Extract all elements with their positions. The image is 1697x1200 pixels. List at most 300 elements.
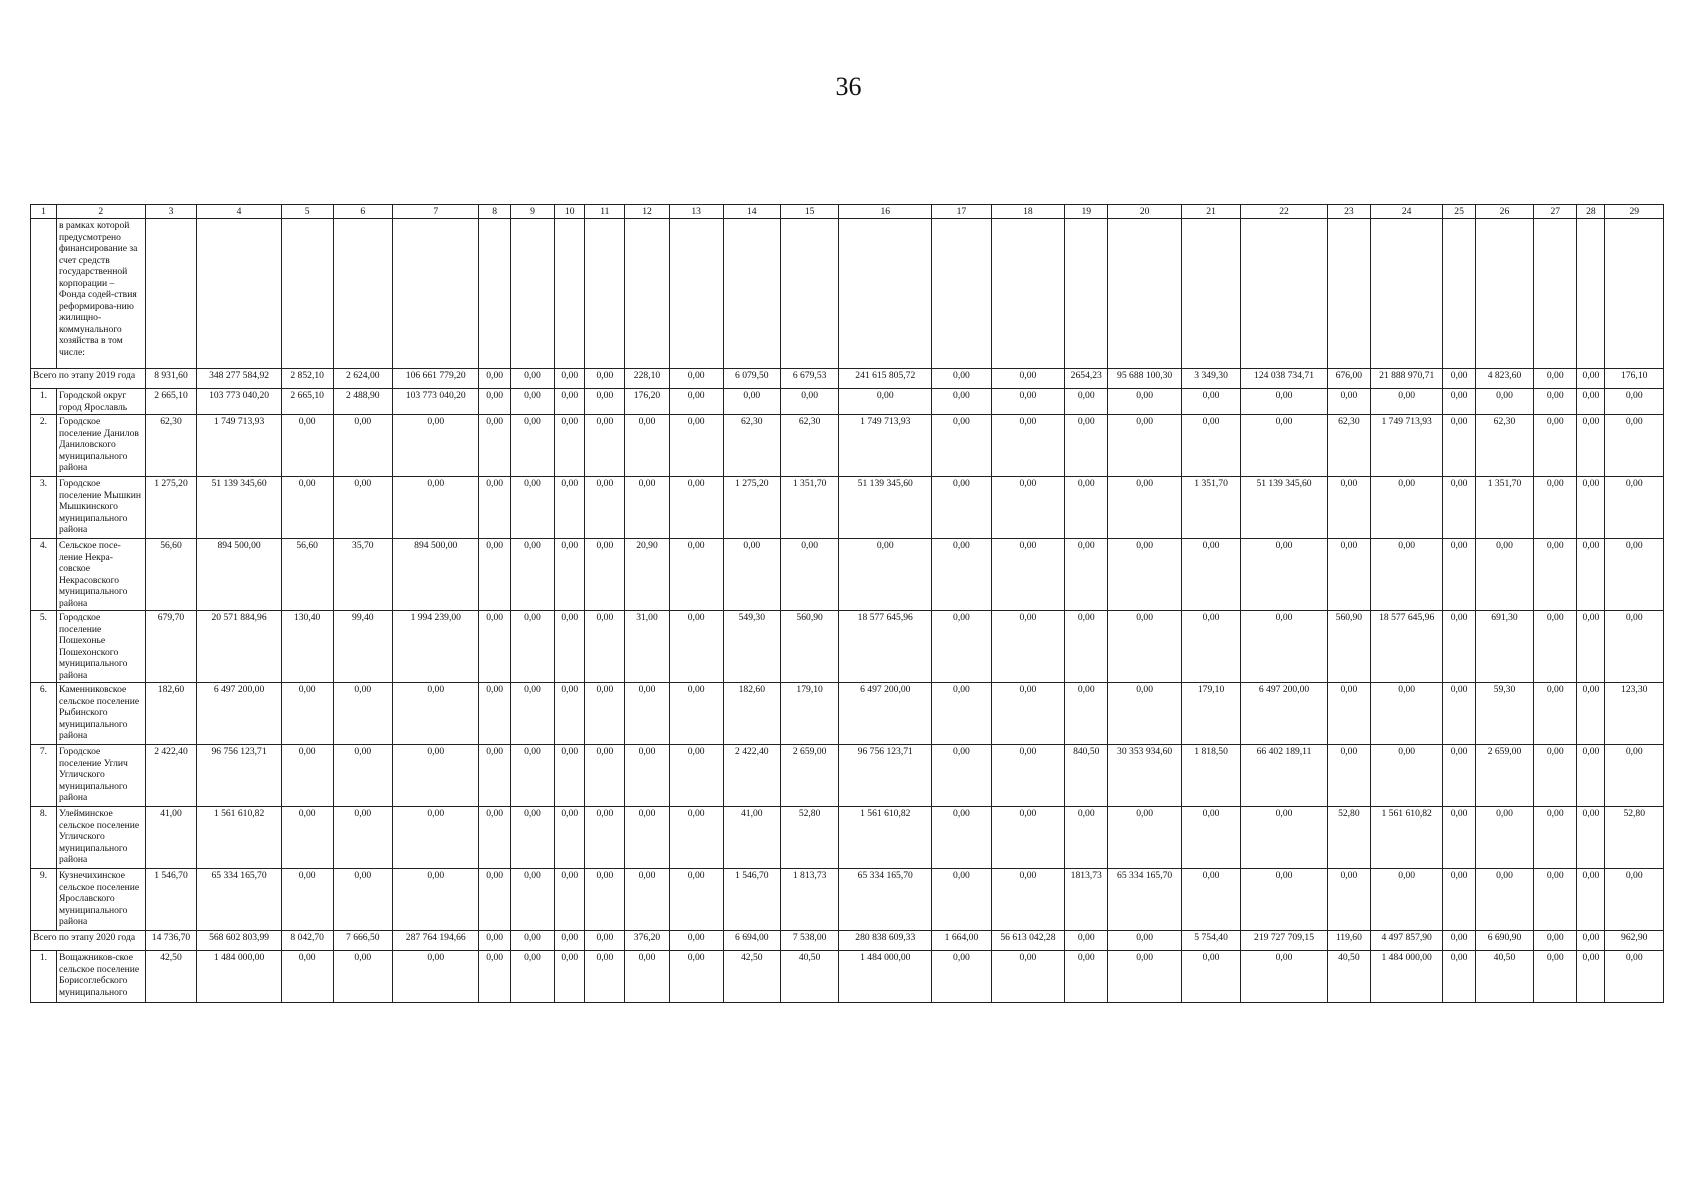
value-cell: 2 422,40 — [145, 745, 197, 807]
value-cell: 0,00 — [333, 951, 392, 1003]
value-cell: 0,00 — [1327, 389, 1370, 415]
value-cell: 0,00 — [1065, 539, 1108, 611]
value-cell: 130,40 — [281, 611, 333, 683]
value-cell: 0,00 — [479, 951, 510, 1003]
value-cell: 0,00 — [1534, 869, 1577, 931]
value-cell: 6 690,90 — [1475, 931, 1533, 951]
value-cell: 0,00 — [555, 389, 585, 415]
value-cell: 0,00 — [585, 539, 625, 611]
value-cell — [1065, 219, 1108, 369]
value-cell: 52,80 — [780, 807, 838, 869]
value-cell: 0,00 — [1534, 683, 1577, 745]
value-cell: 676,00 — [1327, 369, 1370, 389]
value-cell: 0,00 — [1605, 389, 1664, 415]
value-cell: 0,00 — [1108, 539, 1181, 611]
value-cell: 0,00 — [510, 477, 554, 539]
value-cell: 41,00 — [723, 807, 780, 869]
value-cell: 182,60 — [145, 683, 197, 745]
row-number — [31, 219, 57, 369]
value-cell: 6 679,53 — [780, 369, 838, 389]
value-cell: 0,00 — [839, 539, 932, 611]
value-cell: 176,10 — [1605, 369, 1664, 389]
value-cell: 0,00 — [1065, 931, 1108, 951]
value-cell — [723, 219, 780, 369]
row-number: 1. — [31, 951, 57, 1003]
value-cell: 0,00 — [669, 745, 723, 807]
value-cell: 0,00 — [393, 869, 479, 931]
value-cell: 6 497 200,00 — [839, 683, 932, 745]
value-cell: 0,00 — [555, 683, 585, 745]
value-cell: 21 888 970,71 — [1370, 369, 1442, 389]
row-number: 4. — [31, 539, 57, 611]
value-cell: 0,00 — [479, 389, 510, 415]
value-cell: 5 754,40 — [1181, 931, 1240, 951]
value-cell: 1 749 713,93 — [839, 415, 932, 477]
value-cell: 0,00 — [669, 931, 723, 951]
value-cell: 6 694,00 — [723, 931, 780, 951]
value-cell: 0,00 — [1181, 951, 1240, 1003]
value-cell: 0,00 — [1577, 683, 1605, 745]
value-cell: 0,00 — [393, 807, 479, 869]
header-cell: 8 — [479, 205, 510, 219]
value-cell — [281, 219, 333, 369]
table-row — [31, 219, 1664, 369]
stage-total-label: Всего по этапу 2020 года — [31, 931, 146, 951]
value-cell: 1 275,20 — [145, 477, 197, 539]
value-cell: 0,00 — [1241, 539, 1327, 611]
header-cell: 19 — [1065, 205, 1108, 219]
value-cell: 0,00 — [625, 745, 669, 807]
value-cell: 2 624,00 — [333, 369, 392, 389]
value-cell: 0,00 — [393, 415, 479, 477]
value-cell: 0,00 — [479, 415, 510, 477]
value-cell: 0,00 — [932, 683, 991, 745]
value-cell: 0,00 — [1181, 389, 1240, 415]
value-cell: 0,00 — [780, 539, 838, 611]
value-cell: 241 615 805,72 — [839, 369, 932, 389]
value-cell: 0,00 — [1443, 869, 1475, 931]
value-cell — [780, 219, 838, 369]
value-cell: 52,80 — [1327, 807, 1370, 869]
value-cell: 1 351,70 — [1181, 477, 1240, 539]
value-cell: 0,00 — [1108, 477, 1181, 539]
value-cell: 0,00 — [1181, 539, 1240, 611]
value-cell: 0,00 — [1065, 611, 1108, 683]
value-cell: 0,00 — [1241, 951, 1327, 1003]
value-cell: 0,00 — [991, 951, 1064, 1003]
value-cell: 1 275,20 — [723, 477, 780, 539]
value-cell: 1813,73 — [1065, 869, 1108, 931]
value-cell — [1241, 219, 1327, 369]
value-cell: 59,30 — [1475, 683, 1533, 745]
value-cell: 679,70 — [145, 611, 197, 683]
value-cell: 0,00 — [555, 369, 585, 389]
value-cell — [839, 219, 932, 369]
value-cell: 0,00 — [625, 477, 669, 539]
municipality-name: Городское поселение Мышкин Мышкинского муниципального района — [56, 477, 145, 539]
municipality-name: в рамках которой предусмотрено финансирование за счет средств государственной корпорации – Фонда содей-ствия реформирова-нию жилищно-коммунального хозяйства в том числе: — [56, 219, 145, 369]
value-cell: 42,50 — [723, 951, 780, 1003]
value-cell: 0,00 — [555, 415, 585, 477]
value-cell: 0,00 — [555, 611, 585, 683]
value-cell — [555, 219, 585, 369]
value-cell: 0,00 — [1443, 745, 1475, 807]
value-cell: 0,00 — [585, 611, 625, 683]
value-cell: 0,00 — [1577, 539, 1605, 611]
value-cell — [333, 219, 392, 369]
value-cell: 0,00 — [991, 389, 1064, 415]
value-cell: 0,00 — [281, 951, 333, 1003]
value-cell: 0,00 — [1475, 869, 1533, 931]
value-cell: 0,00 — [281, 807, 333, 869]
value-cell: 0,00 — [625, 951, 669, 1003]
value-cell: 0,00 — [1577, 389, 1605, 415]
header-cell: 29 — [1605, 205, 1664, 219]
header-cell: 3 — [145, 205, 197, 219]
header-cell: 22 — [1241, 205, 1327, 219]
value-cell: 41,00 — [145, 807, 197, 869]
value-cell: 0,00 — [555, 477, 585, 539]
value-cell: 0,00 — [585, 951, 625, 1003]
value-cell: 568 602 803,99 — [197, 931, 281, 951]
header-cell: 6 — [333, 205, 392, 219]
row-number: 1. — [31, 389, 57, 415]
value-cell: 4 497 857,90 — [1370, 931, 1442, 951]
value-cell: 0,00 — [1534, 611, 1577, 683]
header-cell: 13 — [669, 205, 723, 219]
value-cell: 0,00 — [1108, 931, 1181, 951]
header-cell: 26 — [1475, 205, 1533, 219]
row-number: 7. — [31, 745, 57, 807]
municipality-name: Городское поселение Пошехонье Пошехонского муниципального района — [56, 611, 145, 683]
value-cell: 0,00 — [1443, 611, 1475, 683]
value-cell — [932, 219, 991, 369]
value-cell: 0,00 — [1443, 951, 1475, 1003]
value-cell: 1 749 713,93 — [1370, 415, 1442, 477]
value-cell: 0,00 — [1443, 477, 1475, 539]
value-cell: 0,00 — [839, 389, 932, 415]
value-cell: 0,00 — [723, 389, 780, 415]
value-cell: 3 349,30 — [1181, 369, 1240, 389]
value-cell: 228,10 — [625, 369, 669, 389]
value-cell: 18 577 645,96 — [839, 611, 932, 683]
value-cell: 0,00 — [1605, 869, 1664, 931]
value-cell: 0,00 — [510, 415, 554, 477]
value-cell: 0,00 — [1108, 415, 1181, 477]
value-cell: 0,00 — [1181, 807, 1240, 869]
value-cell: 0,00 — [1605, 477, 1664, 539]
value-cell: 0,00 — [1475, 807, 1533, 869]
value-cell: 0,00 — [510, 611, 554, 683]
value-cell: 0,00 — [510, 539, 554, 611]
row-number: 8. — [31, 807, 57, 869]
value-cell: 0,00 — [479, 869, 510, 931]
value-cell: 56 613 042,28 — [991, 931, 1064, 951]
value-cell: 0,00 — [1065, 807, 1108, 869]
value-cell: 8 042,70 — [281, 931, 333, 951]
value-cell: 0,00 — [1327, 539, 1370, 611]
value-cell: 56,60 — [145, 539, 197, 611]
value-cell: 0,00 — [1370, 389, 1442, 415]
value-cell — [585, 219, 625, 369]
table-row — [31, 477, 1664, 539]
value-cell: 62,30 — [145, 415, 197, 477]
stage-total-row — [31, 931, 1664, 951]
value-cell: 0,00 — [991, 683, 1064, 745]
value-cell: 124 038 734,71 — [1241, 369, 1327, 389]
value-cell: 0,00 — [510, 931, 554, 951]
value-cell: 31,00 — [625, 611, 669, 683]
value-cell: 0,00 — [1241, 389, 1327, 415]
value-cell: 18 577 645,96 — [1370, 611, 1442, 683]
value-cell: 0,00 — [932, 415, 991, 477]
header-cell: 7 — [393, 205, 479, 219]
value-cell: 0,00 — [1241, 415, 1327, 477]
municipality-name: Вощажников-ское сельское поселение Борисоглебского муниципального — [56, 951, 145, 1003]
value-cell: 2 665,10 — [281, 389, 333, 415]
value-cell: 0,00 — [281, 869, 333, 931]
value-cell: 35,70 — [333, 539, 392, 611]
value-cell: 2 665,10 — [145, 389, 197, 415]
value-cell: 0,00 — [780, 389, 838, 415]
header-cell: 9 — [510, 205, 554, 219]
municipality-name: Городской округ город Ярославль — [56, 389, 145, 415]
value-cell: 0,00 — [585, 389, 625, 415]
municipality-name: Городское поселение Данилов Даниловского муниципального района — [56, 415, 145, 477]
value-cell: 0,00 — [510, 369, 554, 389]
value-cell: 0,00 — [669, 415, 723, 477]
value-cell: 51 139 345,60 — [839, 477, 932, 539]
value-cell: 1 818,50 — [1181, 745, 1240, 807]
value-cell — [1443, 219, 1475, 369]
value-cell: 0,00 — [1108, 951, 1181, 1003]
value-cell: 62,30 — [723, 415, 780, 477]
value-cell: 123,30 — [1605, 683, 1664, 745]
value-cell — [1577, 219, 1605, 369]
value-cell: 0,00 — [1577, 869, 1605, 931]
value-cell: 0,00 — [1327, 477, 1370, 539]
value-cell: 219 727 709,15 — [1241, 931, 1327, 951]
value-cell: 0,00 — [669, 369, 723, 389]
value-cell: 0,00 — [932, 807, 991, 869]
row-number: 3. — [31, 477, 57, 539]
table-row — [31, 807, 1664, 869]
value-cell: 103 773 040,20 — [197, 389, 281, 415]
value-cell: 40,50 — [1327, 951, 1370, 1003]
value-cell: 176,20 — [625, 389, 669, 415]
value-cell: 0,00 — [479, 611, 510, 683]
value-cell: 179,10 — [1181, 683, 1240, 745]
header-cell: 15 — [780, 205, 838, 219]
header-cell: 21 — [1181, 205, 1240, 219]
value-cell: 0,00 — [333, 807, 392, 869]
value-cell: 0,00 — [1241, 869, 1327, 931]
value-cell: 0,00 — [991, 869, 1064, 931]
header-cell: 20 — [1108, 205, 1181, 219]
value-cell: 0,00 — [991, 369, 1064, 389]
value-cell: 0,00 — [669, 477, 723, 539]
header-cell: 12 — [625, 205, 669, 219]
value-cell: 0,00 — [932, 745, 991, 807]
value-cell: 0,00 — [1577, 807, 1605, 869]
table-row — [31, 869, 1664, 931]
value-cell: 0,00 — [1605, 415, 1664, 477]
value-cell: 1 664,00 — [932, 931, 991, 951]
value-cell: 0,00 — [333, 745, 392, 807]
value-cell: 0,00 — [555, 807, 585, 869]
value-cell: 0,00 — [393, 683, 479, 745]
value-cell: 0,00 — [669, 807, 723, 869]
header-cell: 23 — [1327, 205, 1370, 219]
value-cell: 1 546,70 — [723, 869, 780, 931]
value-cell: 0,00 — [625, 683, 669, 745]
value-cell: 0,00 — [991, 745, 1064, 807]
value-cell: 1 561 610,82 — [197, 807, 281, 869]
value-cell: 0,00 — [510, 745, 554, 807]
value-cell: 0,00 — [1534, 477, 1577, 539]
value-cell: 0,00 — [1443, 389, 1475, 415]
value-cell: 20 571 884,96 — [197, 611, 281, 683]
value-cell: 0,00 — [585, 745, 625, 807]
value-cell: 66 402 189,11 — [1241, 745, 1327, 807]
value-cell: 65 334 165,70 — [1108, 869, 1181, 931]
value-cell: 0,00 — [1443, 807, 1475, 869]
value-cell: 2 659,00 — [780, 745, 838, 807]
value-cell: 0,00 — [281, 683, 333, 745]
value-cell: 0,00 — [1108, 683, 1181, 745]
value-cell: 0,00 — [991, 415, 1064, 477]
value-cell: 1 813,73 — [780, 869, 838, 931]
value-cell: 840,50 — [1065, 745, 1108, 807]
value-cell: 0,00 — [1065, 951, 1108, 1003]
value-cell: 2 422,40 — [723, 745, 780, 807]
header-cell: 24 — [1370, 205, 1442, 219]
header-cell: 28 — [1577, 205, 1605, 219]
value-cell — [197, 219, 281, 369]
value-cell: 0,00 — [479, 683, 510, 745]
table-row — [31, 683, 1664, 745]
value-cell: 0,00 — [625, 415, 669, 477]
value-cell: 62,30 — [1475, 415, 1533, 477]
value-cell: 1 351,70 — [1475, 477, 1533, 539]
value-cell — [510, 219, 554, 369]
municipality-name: Улейминское сельское поселение Угличского муниципального района — [56, 807, 145, 869]
value-cell — [991, 219, 1064, 369]
value-cell: 0,00 — [1327, 745, 1370, 807]
value-cell: 0,00 — [1577, 415, 1605, 477]
value-cell: 0,00 — [1577, 951, 1605, 1003]
value-cell: 1 484 000,00 — [1370, 951, 1442, 1003]
value-cell: 1 484 000,00 — [197, 951, 281, 1003]
value-cell: 0,00 — [393, 477, 479, 539]
value-cell: 287 764 194,66 — [393, 931, 479, 951]
value-cell: 0,00 — [510, 683, 554, 745]
value-cell: 0,00 — [1577, 745, 1605, 807]
header-cell: 4 — [197, 205, 281, 219]
value-cell: 96 756 123,71 — [839, 745, 932, 807]
table-row — [31, 745, 1664, 807]
value-cell: 65 334 165,70 — [839, 869, 932, 931]
header-cell: 25 — [1443, 205, 1475, 219]
value-cell: 2654,23 — [1065, 369, 1108, 389]
value-cell: 0,00 — [333, 683, 392, 745]
value-cell: 179,10 — [780, 683, 838, 745]
value-cell: 1 484 000,00 — [839, 951, 932, 1003]
stage-total-row — [31, 369, 1664, 389]
value-cell: 0,00 — [555, 931, 585, 951]
value-cell: 0,00 — [555, 869, 585, 931]
header-cell: 10 — [555, 205, 585, 219]
value-cell: 56,60 — [281, 539, 333, 611]
value-cell: 0,00 — [1534, 745, 1577, 807]
value-cell: 0,00 — [479, 931, 510, 951]
value-cell: 0,00 — [1605, 745, 1664, 807]
value-cell: 0,00 — [1108, 807, 1181, 869]
value-cell: 6 497 200,00 — [197, 683, 281, 745]
header-cell: 14 — [723, 205, 780, 219]
value-cell: 0,00 — [1577, 931, 1605, 951]
value-cell: 0,00 — [281, 415, 333, 477]
value-cell: 2 852,10 — [281, 369, 333, 389]
value-cell: 6 079,50 — [723, 369, 780, 389]
value-cell: 0,00 — [1443, 683, 1475, 745]
value-cell: 6 497 200,00 — [1241, 683, 1327, 745]
value-cell: 99,40 — [333, 611, 392, 683]
value-cell: 0,00 — [1241, 611, 1327, 683]
value-cell: 0,00 — [991, 807, 1064, 869]
value-cell — [1370, 219, 1442, 369]
table-row — [31, 611, 1664, 683]
value-cell: 0,00 — [1327, 869, 1370, 931]
row-number: 6. — [31, 683, 57, 745]
value-cell: 0,00 — [1534, 415, 1577, 477]
value-cell: 549,30 — [723, 611, 780, 683]
value-cell: 0,00 — [932, 369, 991, 389]
page-number: 36 — [835, 72, 862, 101]
value-cell: 2 488,90 — [333, 389, 392, 415]
value-cell: 0,00 — [333, 415, 392, 477]
value-cell: 20,90 — [625, 539, 669, 611]
value-cell: 62,30 — [780, 415, 838, 477]
value-cell: 0,00 — [625, 869, 669, 931]
value-cell: 348 277 584,92 — [197, 369, 281, 389]
value-cell: 0,00 — [932, 477, 991, 539]
value-cell: 0,00 — [1475, 389, 1533, 415]
value-cell: 0,00 — [1370, 477, 1442, 539]
value-cell: 0,00 — [1534, 931, 1577, 951]
value-cell — [1534, 219, 1577, 369]
value-cell: 51 139 345,60 — [197, 477, 281, 539]
header-cell: 27 — [1534, 205, 1577, 219]
value-cell: 0,00 — [1065, 477, 1108, 539]
table-row — [31, 539, 1664, 611]
value-cell: 0,00 — [510, 951, 554, 1003]
header-cell: 16 — [839, 205, 932, 219]
stage-total-label: Всего по этапу 2019 года — [31, 369, 146, 389]
value-cell: 0,00 — [1065, 415, 1108, 477]
value-cell: 62,30 — [1327, 415, 1370, 477]
value-cell: 0,00 — [991, 611, 1064, 683]
header-cell: 1 — [31, 205, 57, 219]
value-cell: 0,00 — [585, 683, 625, 745]
value-cell — [625, 219, 669, 369]
value-cell: 0,00 — [932, 869, 991, 931]
value-cell: 691,30 — [1475, 611, 1533, 683]
value-cell: 0,00 — [585, 415, 625, 477]
value-cell: 14 736,70 — [145, 931, 197, 951]
value-cell: 52,80 — [1605, 807, 1664, 869]
value-cell: 894 500,00 — [197, 539, 281, 611]
